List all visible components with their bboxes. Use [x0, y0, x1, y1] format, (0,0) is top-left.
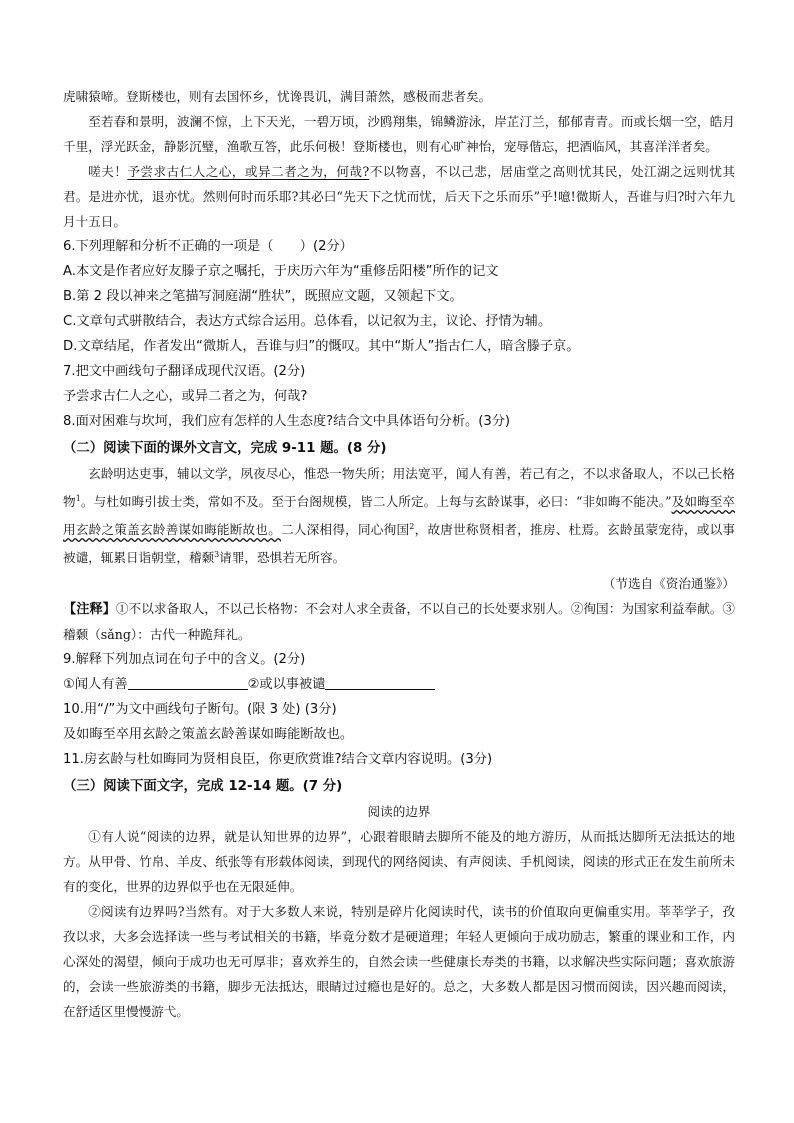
passage-source: （节选自《资治通鉴》） — [602, 575, 735, 591]
question-7-sentence: 予尝求古仁人之心，或异二者之为，何哉? — [63, 389, 308, 404]
section-2-text-d: ，故唐世称贤相者，推房、杜焉。玄龄虽蒙宠待，或以事被谴，辄累日诣朝堂，稽颡 — [63, 522, 736, 566]
question-10-sentence: 及如晦至卒用玄龄之策盖玄龄善谋如晦能断故也。 — [63, 726, 354, 742]
passage-paragraph-2: 至若春和景明，波澜不惊，上下天光，一碧万顷，沙鸥翔集，锦鳞游泳，岸芷汀兰，郁郁青青。而或长烟一空，皓月千里，浮光跃金，静影沉璧，渔歌互答，此乐何极！登斯楼也，则有心旷神怡，宠辱偕忘，把酒临风，其喜洋洋者矣。 — [63, 114, 735, 154]
passage-paragraph-1-tail: 虎啸猿啼。登斯楼也，则有去国怀乡，忧谗畏讥，满目萧然，感极而悲者矣。 — [63, 89, 492, 104]
note-mark-1: 1 — [75, 494, 81, 503]
question-6-option-a: A.本文是作者应好友滕子京之嘱托，于庆历六年为“重修岳阳楼”所作的记文 — [63, 264, 499, 279]
section-2-heading: （二）阅读下面的课外文言文，完成 9-11 题。(8 分) — [63, 441, 387, 456]
question-9-item-2: ②或以事被谴 — [247, 676, 326, 692]
section-2-text-e: 请罪，恐惧若无所容。 — [219, 550, 346, 566]
section-2-passage — [63, 461, 735, 571]
wavy-underlined-sentence: 及如晦至卒用玄龄之策盖玄龄善谋如晦能断故也。 — [63, 494, 736, 538]
section-2-text-c: 二人深相得，同心徇国 — [281, 522, 410, 538]
article-paragraph-1: ①有人说“阅读的边界，就是认知世界的边界”，心跟着眼睛去脚所不能及的地方游历，从而抵达脚所无法抵达的地方。从甲骨、竹帛、羊皮、纸张等有形载体阅读，到现代的网络阅读、有声阅读、手机阅读，阅读的形式正在发生前所未有的变化，世界的边界似乎也在无限延伸。 — [63, 828, 735, 894]
question-6-option-d: D.文章结尾，作者发出“微斯人，吾谁与归”的慨叹。其中“斯人”指古仁人，暗含滕子京。 — [63, 339, 580, 354]
page-content — [63, 84, 735, 1024]
note-mark-3: 3 — [214, 550, 220, 560]
annotation-label: 【注释】 — [63, 601, 116, 617]
question-6-option-b: B.第 2 段以神来之笔描写洞庭湖“胜状”，既照应文题，又领起下文。 — [63, 289, 463, 304]
section-3-heading: （三）阅读下面文字，完成 12-14 题。(7 分) — [63, 778, 343, 794]
question-9-item-1: ①闻人有善 — [63, 676, 128, 692]
passage-p3-post: 不以物喜，不以己悲，居庙堂之高则忧其民，处江湖之远则忧其君。是进亦忧，退亦忧。然则何时而乐耶?其必曰“先天下之忧而忧，后天下之乐而乐”乎!噫!微斯人，吾谁与归?时六年九月十五日。 — [63, 164, 735, 229]
annotation-text: ①不以求备取人，不以己长格物：不会对人求全责备，不以自己的长处要求别人。②徇国：为国家利益奉献。③稽颡（sǎng）：古代一种跪拜礼。 — [63, 600, 736, 642]
question-7: 7.把文中画线句子翻译成现代汉语。(2分) — [63, 364, 306, 379]
question-9-items — [63, 672, 735, 697]
article-paragraph-2: ②阅读有边界吗?当然有。对于大多数人来说，特别是碎片化阅读时代，读书的价值取向更偏重实用。莘莘学子，孜孜以求，大多会选择读一些与考试相关的书籍，毕竟分数才是硬道理；年轻人更倾向于成功励志，繁重的课业和工作，内心深处的渴望，倾向于成功也无可厚非；喜欢养生的，自然会读一些健康长寿类的书籍，以求解决些实际问题；喜欢旅游的，会读一些旅游类的书籍，脚步无法抵达，眼睛过过瘾也是好的。总之，大多数人都是因习惯而阅读，因兴趣而阅读，在舒适区里慢慢游弋。 — [63, 903, 735, 1019]
section-2-text-a: 玄龄明达吏事，辅以文学，夙夜尽心，惟恐一物失所；用法宽平，闻人有善，若己有之，不以求备取人，不以己长格物 — [63, 466, 735, 510]
passage-paragraph-3 — [63, 159, 735, 234]
question-11: 11.房玄龄与杜如晦同为贤相良臣，你更欣赏谁?结合文章内容说明。(3分) — [63, 751, 493, 767]
question-10: 10.用“/”为文中画线句子断句。(限 3 处) (3分) — [63, 701, 337, 717]
question-6-option-c: C.文章句式骈散结合，表达方式综合运用。总体看，以记叙为主，议论、抒情为辅。 — [63, 314, 552, 329]
note-mark-2: 2 — [409, 522, 415, 532]
answer-blank-1[interactable] — [128, 675, 248, 690]
passage-p3-pre: 嗟夫！ — [88, 164, 128, 179]
answer-blank-2[interactable] — [325, 675, 435, 690]
underlined-sentence: 予尝求古仁人之心，或异二者之为，何哉? — [127, 164, 370, 179]
annotation-notes — [63, 596, 735, 647]
question-8: 8.面对困难与坎坷，我们应有怎样的人生态度?结合文中具体语句分析。(3分) — [63, 414, 511, 429]
question-6: 6.下列理解和分析不正确的一项是（ ）(2分） — [63, 239, 353, 254]
section-2-text-b: 。与杜如晦引拔士类，常如不及。至于台阁规模，皆二人所定。上每与玄龄谋事，必曰：“非如晦不能决。” — [80, 494, 672, 510]
question-9: 9.解释下列加点词在句子中的含义。(2分) — [63, 651, 306, 667]
article-title: 阅读的边界 — [367, 803, 431, 819]
